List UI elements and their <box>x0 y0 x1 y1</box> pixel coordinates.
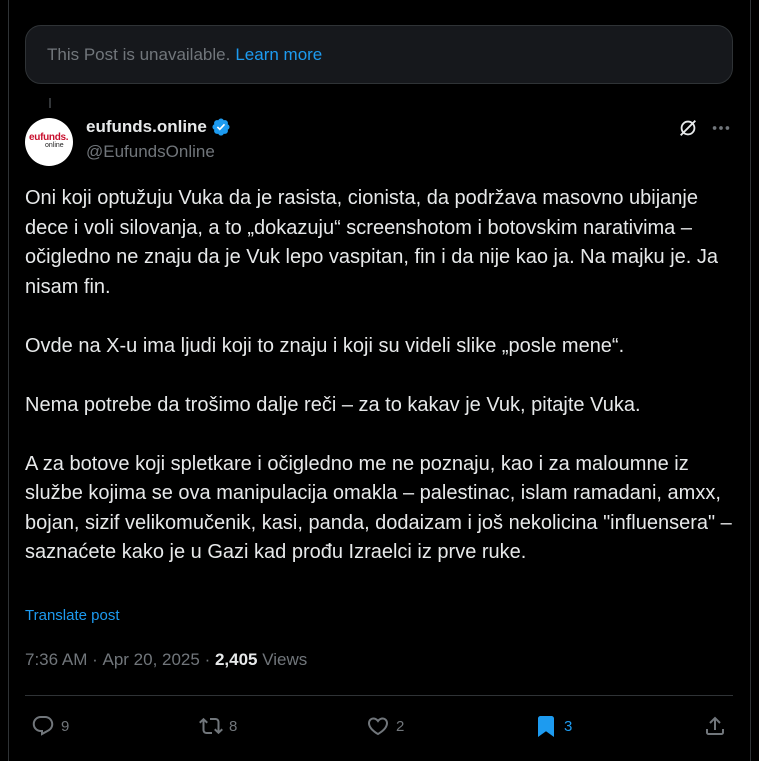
share-button[interactable] <box>703 712 727 740</box>
learn-more-link[interactable]: Learn more <box>235 44 323 64</box>
share-icon <box>703 714 727 738</box>
bookmark-button[interactable] <box>534 712 572 740</box>
meta-separator: · <box>87 650 103 669</box>
thread-connector-line <box>49 98 51 108</box>
repost-count: 8 <box>229 717 238 735</box>
repost-icon <box>199 714 223 738</box>
author-display-name[interactable]: eufunds.online <box>86 117 207 136</box>
post-paragraph: Nema potrebe da trošimo dalje reči – za to kakav je Vuk, pitajte Vuka. <box>25 393 641 416</box>
like-button[interactable] <box>366 712 404 740</box>
views-count: 2,405 <box>214 650 258 669</box>
post-time[interactable]: 7:36 AM <box>25 650 88 669</box>
verified-badge-icon <box>211 117 231 137</box>
avatar-logo-main: eufunds. <box>29 132 69 143</box>
post-date[interactable]: Apr 20, 2025 <box>102 650 200 669</box>
post-text <box>25 184 733 568</box>
post-metadata <box>25 650 307 670</box>
views-label: Views <box>262 650 308 669</box>
author-handle[interactable]: @EufundsOnline <box>86 142 215 161</box>
reply-icon <box>31 714 55 738</box>
unavailable-text: This Post is unavailable. <box>47 44 231 64</box>
bookmark-icon <box>534 714 558 738</box>
meta-separator: · <box>199 650 215 669</box>
reply-count: 9 <box>61 717 70 735</box>
author-name-row[interactable] <box>86 117 231 137</box>
grok-icon[interactable] <box>677 117 699 139</box>
avatar[interactable] <box>25 118 73 166</box>
bookmark-count: 3 <box>564 717 573 735</box>
unavailable-post-notice <box>25 25 733 84</box>
post-paragraph: Oni koji optužuju Vuka da je rasista, cionista, da podržava masovno ubijanje dece i voli silovanja, a to „dokazuju“ screenshotom i botovskim narativima – očigledno ne znaju da je Vuk lepo vaspitan, fin i da nije kao ja. Na majku je. Ja nisam fin. <box>25 187 719 298</box>
divider <box>25 695 733 696</box>
like-count: 2 <box>396 717 405 735</box>
more-icon[interactable] <box>710 117 732 139</box>
post-paragraph: A za botove koji spletkare i očigledno me ne poznaju, kao i za maloumne iz službe kojima se ova manipulacija omakla – palestinac, islam ramadani, amxx, bojan, sizif velikomučenik, kasi, panda, dodaizam i još nekolicina "influensera" – saznaćete kako je u Gazi kad prođu Izraelci iz prve ruke. <box>25 452 732 563</box>
post-paragraph: Ovde na X-u ima ljudi koji to znaju i koji su videli slike „posle mene“. <box>25 334 625 357</box>
translate-post-link[interactable]: Translate post <box>25 607 120 624</box>
like-icon <box>366 714 390 738</box>
repost-button[interactable] <box>199 712 237 740</box>
reply-button[interactable] <box>31 712 69 740</box>
avatar-logo-sub: online <box>45 142 64 149</box>
